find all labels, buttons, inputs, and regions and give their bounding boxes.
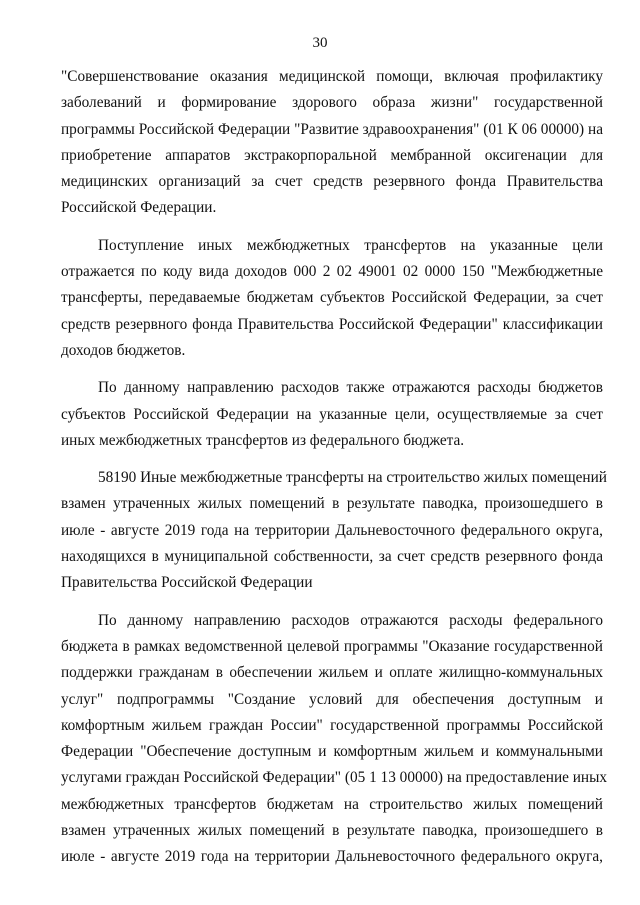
text-line: заболеваний и формирование здорового образа жизни" государственной <box>61 94 603 112</box>
text-line: медицинских организаций за счет средств резервного фонда Правительства <box>61 173 603 191</box>
text-line: По данному направлению расходов также отражаются расходы бюджетов <box>98 379 603 397</box>
text-line: поддержки гражданам в обеспечении жильем и оплате жилищно-коммунальных <box>61 664 603 682</box>
page-number: 30 <box>312 35 328 51</box>
text-line: Федерации "Обеспечение доступным и комфортным жильем и коммунальными <box>61 743 603 761</box>
text-line: услуг" подпрограммы "Создание условий для обеспечения доступным и <box>61 690 603 708</box>
paragraph-5 <box>61 608 608 871</box>
text-line: взамен утраченных жилых помещений в результате паводка, произошедшего в <box>61 495 603 513</box>
text-line: межбюджетных трансфертов бюджетам на строительство жилых помещений <box>61 795 603 813</box>
text-line: июле - августе 2019 года на территории Дальневосточного федерального округа, <box>61 848 603 866</box>
text-line: отражается по коду вида доходов 000 2 02 49001 02 0000 150 "Межбюджетные <box>61 263 603 281</box>
text-line: комфортным жильем граждан России" государственной программы Российской <box>61 716 603 734</box>
text-line: находящихся в муниципальной собственности, за счет средств резервного фонда <box>61 548 603 566</box>
text-line: субъектов Российской Федерации на указанные цели, осуществляемые за счет <box>61 405 603 423</box>
paragraph-3 <box>61 375 603 454</box>
document-body <box>61 64 608 882</box>
paragraph-2 <box>61 233 603 364</box>
text-line: Поступление иных межбюджетных трансфертов на указанные цели <box>98 236 603 254</box>
text-line: Российской Федерации. <box>61 199 217 217</box>
text-line: средств резервного фонда Правительства Российской Федерации" классификации <box>61 315 603 333</box>
text-line: взамен утраченных жилых помещений в результате паводка, произошедшего в <box>61 822 603 840</box>
text-line: доходов бюджетов. <box>61 341 186 359</box>
text-line: По данному направлению расходов отражаются расходы федерального <box>98 611 603 629</box>
paragraph-1 <box>61 64 603 222</box>
text-line: приобретение аппаратов экстракорпоральной мембранной оксигенации для <box>61 146 603 164</box>
text-line: 58190 Иные межбюджетные трансферты на строительство жилых помещений <box>98 469 607 487</box>
text-line: июле - августе 2019 года на территории Дальневосточного федерального округа, <box>61 521 603 539</box>
paragraph-4 <box>61 465 607 596</box>
text-line: программы Российской Федерации "Развитие здравоохранения" (01 К 06 00000) на <box>61 120 603 138</box>
text-line: иных межбюджетных трансфертов из федерального бюджета. <box>61 431 465 449</box>
text-line: бюджета в рамках ведомственной целевой программы "Оказание государственной <box>61 637 603 655</box>
text-line: услугами граждан Российской Федерации" (05 1 13 00000) на предоставление иных <box>61 769 608 787</box>
text-line: трансферты, передаваемые бюджетам субъектов Российской Федерации, за счет <box>61 289 603 307</box>
text-line: Правительства Российской Федерации <box>61 574 313 592</box>
text-line: "Совершенствование оказания медицинской помощи, включая профилактику <box>61 68 603 85</box>
